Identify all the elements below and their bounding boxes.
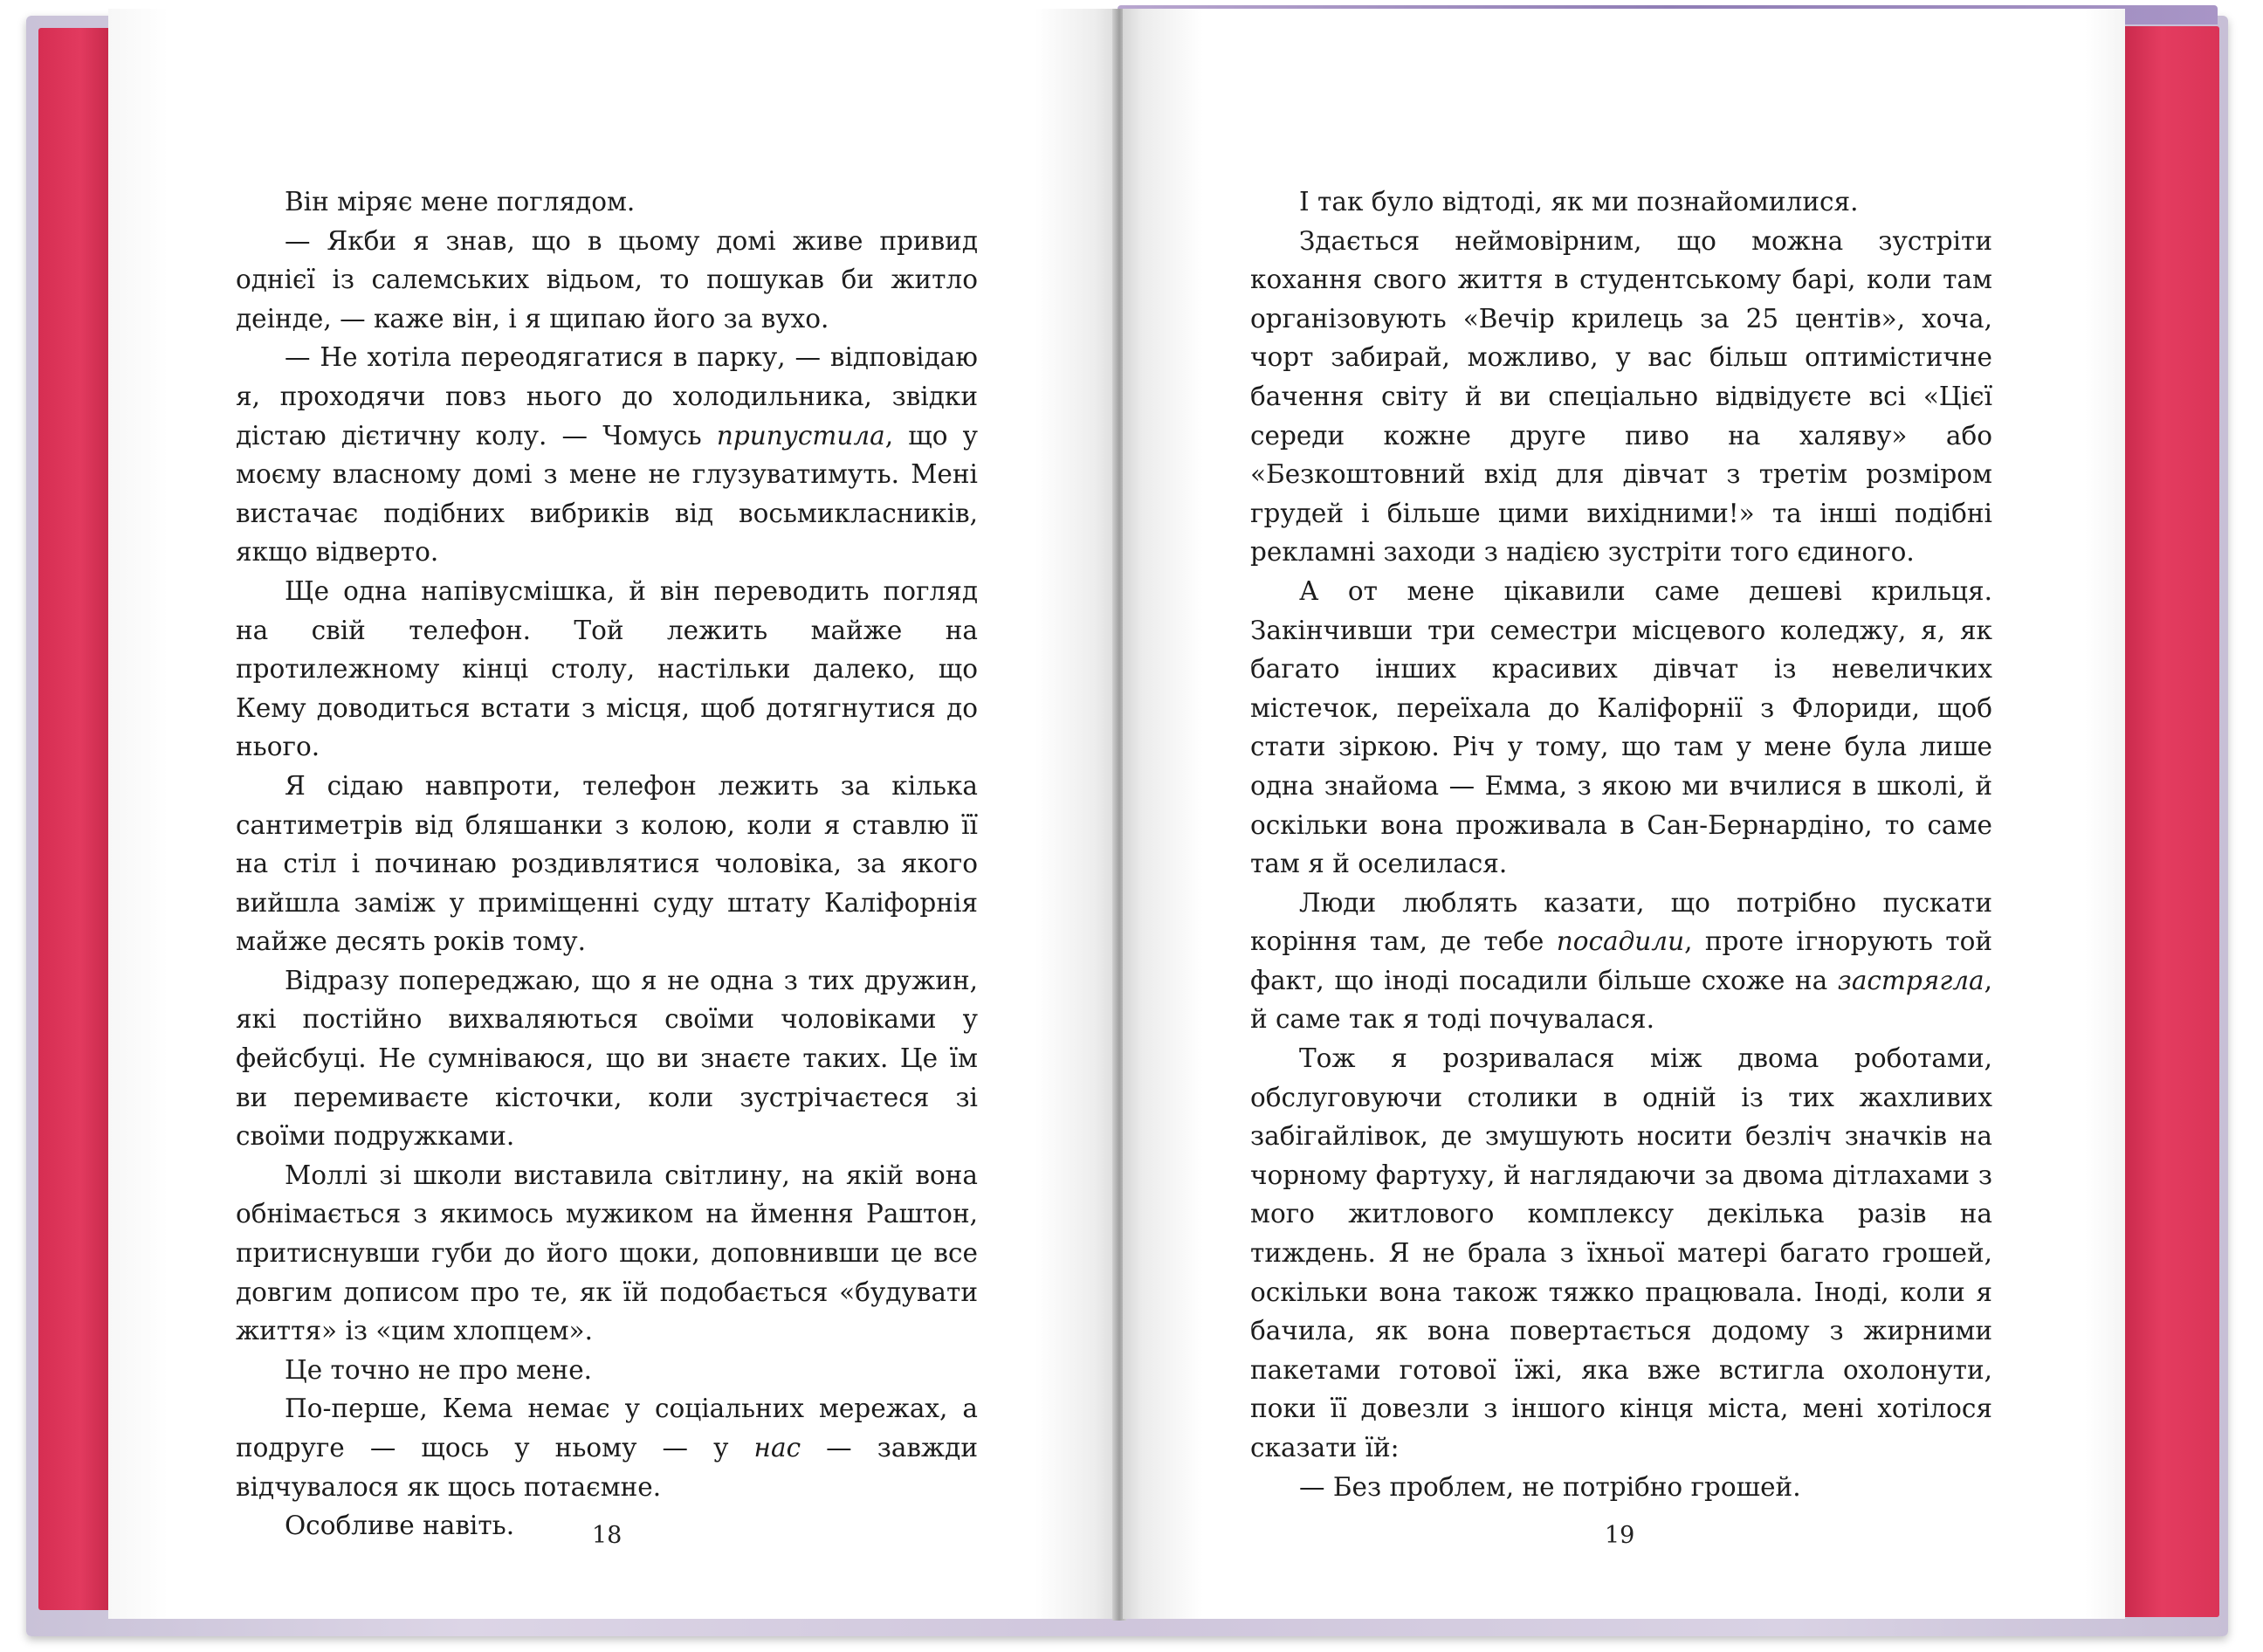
paragraph: Моллі зі школи виставила світлину, на якій вона обнімається з якимось мужиком на ймення Раштон, притиснувши губи до його щоки, доповнивши це все довгим дописом про те, як їй подобається «будувати життя» із «цим хлопцем».: [236, 1160, 978, 1346]
paragraph: — Не хотіла переодягатися в парку, — відповідаю я, проходячи повз нього до холодильника, звідки дістаю дієтичну колу. — Чомусь припустила, що у моєму власному домі з мене не глузуватимуть. Мені вистачає подібних вибриків від восьмикласників, якщо відверто.: [236, 342, 978, 568]
paragraph: Тож я розривалася між двома роботами, обслуговуючи столики в одній із тих жахливих забігайлівок, де змушують носити безліч значків на чорному фартуху, й наглядаючи за двома дітлахами з мого житлового комплексу декілька разів на тиждень. Я не брала з їхньої матері багато грошей, оскільки вона також тяжко працювала. Іноді, коли я бачила, як вона повертається додому з жирними пакетами готової їжі, яка вже встигла охолонути, поки її довезли з іншого кінця міста, мені хотілося сказати їй:: [1250, 1043, 1992, 1463]
page-number: 18: [592, 1522, 622, 1549]
paragraph: Люди люблять казати, що потрібно пускати коріння там, де тебе посадили, проте ігнорують той факт, що іноді посадили більше схоже на застрягла, й саме так я тоді почувалася.: [1250, 887, 1992, 1035]
right-page: [1123, 9, 2125, 1619]
left-page-edge: [38, 28, 108, 1610]
page-number: 19: [1605, 1522, 1635, 1549]
right-page-text: [1250, 182, 1992, 1506]
paragraph: Це точно не про мене.: [285, 1354, 593, 1385]
left-page-text: [236, 182, 978, 1545]
paragraph: Відразу попереджаю, що я не одна з тих дружин, які постійно вихваляються своїми чоловіками у фейсбуці. Не сумніваюся, що ви знаєте таких. Це їм ви перемиваєте кісточки, коли зустрічаєтеся зі своїми подружками.: [236, 965, 978, 1152]
paragraph: Він міряє мене поглядом.: [285, 187, 636, 217]
paragraph: Здається неймовірним, що можна зустріти кохання свого життя в студентському барі, коли там організовують «Вечір крилець за 25 центів», хоча, чорт забирай, можливо, у вас більш оптимістичне бачення світу й ви спеціально відвідуєте всі «Цієї середи кожне друге пиво на халяву» або «Безкоштовний вхід для дівчат з третім розміром грудей і більше цими вихідними!» та інші подібні рекламні заходи з надією зустріти того єдиного.: [1250, 225, 1992, 568]
paragraph: Особливе навіть.: [285, 1511, 515, 1541]
paragraph: І так було відтоді, як ми познайомилися.: [1299, 187, 1859, 217]
paragraph: — Якби я знав, що в цьому домі живе привид однієї із салемських відьом, то пошукав би житло деінде, — каже він, і я щипаю його за вухо.: [236, 225, 978, 334]
left-page: [108, 9, 1116, 1619]
paragraph: Я сідаю навпроти, телефон лежить за кілька сантиметрів від бляшанки з колою, коли я ставлю її на стіл і починаю роздивлятися чоловіка, за якого вийшла заміж у приміщенні суду штату Каліфорнія майже десять років тому.: [236, 770, 978, 957]
paragraph: По-перше, Кема немає у соціальних мережах, а подруге — щось у ньому — у нас — завжди відчувалося як щось потаємне.: [236, 1394, 978, 1502]
paragraph: Ще одна напівусмішка, й він переводить погляд на свій телефон. Той лежить майже на протилежному кінці столу, настільки далеко, що Кему доводиться встати з місця, щоб дотягнутися до нього.: [236, 575, 978, 762]
paragraph: — Без проблем, не потрібно грошей.: [1299, 1471, 1801, 1502]
paragraph: А от мене цікавили саме дешеві крильця. Закінчивши три семестри місцевого коледжу, я, як багато інших красивих дівчат із невеличких містечок, переїхала до Каліфорнії з Флориди, щоб стати зіркою. Річ у тому, що там у мене була лише одна знайома — Емма, з якою ми вчилися в школі, й оскільки вона проживала в Сан-Бернардіно, то саме там я й оселилася.: [1250, 575, 1992, 879]
right-page-edge: [2123, 26, 2219, 1617]
